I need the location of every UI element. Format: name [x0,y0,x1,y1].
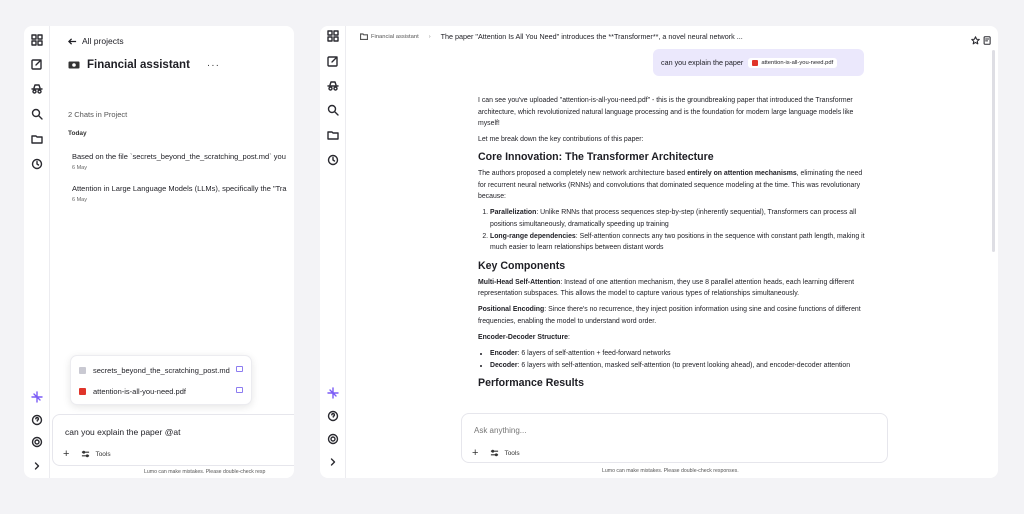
add-icon[interactable]: + [472,447,479,459]
composer-toolbar [472,447,520,459]
search-icon[interactable] [325,102,341,118]
document-settings-icon[interactable] [983,32,992,50]
attach-icon [236,366,243,372]
file-suggestion-item[interactable] [79,382,245,400]
pdf-file-icon [79,388,86,395]
pdf-file-icon [752,60,758,66]
settings-icon[interactable] [325,431,341,447]
search-icon[interactable] [29,106,45,122]
add-icon[interactable]: + [63,448,70,460]
history-icon[interactable] [29,156,45,172]
help-icon[interactable] [325,408,341,424]
list-item: • Encoder: 6 layers of self-attention + feed-forward networks [490,348,866,360]
assistant-message [478,95,866,413]
new-chat-icon[interactable] [325,53,341,69]
markdown-file-icon [79,367,86,374]
settings-icon[interactable] [29,434,45,450]
scrollbar[interactable] [992,50,995,252]
chat-panel [320,26,998,478]
folder-icon[interactable] [29,131,45,147]
answer-paragraph: Multi-Head Self-Attention: Instead of one attention mechanism, they use 8 parallel attention heads, each learning different representation subspaces. This allows the model to capture various types of relationships simultaneously. [478,278,854,297]
expand-chevron-icon[interactable] [29,458,45,474]
answer-paragraph: Encoder-Decoder Structure: [478,333,570,341]
answer-paragraph: Positional Encoding: Since there's no recurrence, they inject position information using sine and cosine functions of different frequencies, enabling the model to understand word order. [478,306,861,325]
tools-button[interactable]: Tools [504,449,520,457]
project-title: Financial assistant [87,59,190,71]
group-label-today: Today [68,130,87,137]
user-message [653,49,864,76]
help-icon[interactable] [29,412,45,428]
answer-heading: Core Innovation: The Transformer Architecture [478,151,714,163]
right-icon-rail [320,26,346,478]
chat-date: 6 May [72,197,87,203]
answer-intro: I can see you've uploaded "attention-is-all-you-need.pdf" - this is the groundbreaking paper that introduced the Transformer architecture, which revolutionized natural language processing and is the foundation for modern large language models like myself! [478,97,854,127]
grid-icon[interactable] [29,32,45,48]
chat-title: Based on the file `secrets_beyond_the_scratching_post.md` you [72,152,286,161]
tools-button[interactable]: Tools [95,450,111,458]
new-chat-icon[interactable] [29,56,45,72]
file-mention-popup [70,355,252,405]
answer-numbered-list [478,207,866,254]
list-item: 1. Parallelization: Unlike RNNs that process sequences step-by-step (inherently sequential), Transformers can process all positions simultaneously, dramatically speeding up training [490,207,866,230]
composer-input[interactable]: can you explain the paper @at [65,427,181,437]
attachment-name: attention-is-all-you-need.pdf [761,59,834,66]
answer-paragraph: The authors proposed a completely new network architecture based entirely on attention mechanisms, eliminating the need for recurrent neural networks (RNNs) and convolutions that dominated sequence modeling at the time. This was revolutionary because: [478,170,863,200]
star-icon[interactable] [971,32,980,50]
ask-input[interactable] [474,426,774,435]
file-suggestion-name: attention-is-all-you-need.pdf [93,386,186,396]
disclaimer: Lumo can make mistakes. Please double-check resp [144,469,266,475]
project-header [68,59,220,71]
grid-icon[interactable] [325,28,341,44]
attachment-chip[interactable] [748,58,837,68]
list-item: • Decoder: 6 layers with self-attention, masked self-attention (to prevent looking ahead), and encoder-decoder attention [490,360,866,372]
project-menu-button[interactable]: ··· [206,59,220,71]
answer-heading: Performance Results [478,377,584,389]
sliders-icon [490,449,499,457]
list-item: 2. Long-range dependencies: Self-attention connects any two positions in the sequence with constant path length, making it much easier to learn relationships between distant words [490,231,866,254]
answer-heading: Key Components [478,259,566,272]
disclaimer: Lumo can make mistakes. Please double-check responses. [602,468,739,474]
file-suggestion-name: secrets_beyond_the_scratching_post.md [93,365,230,375]
back-label: All projects [82,36,124,46]
composer-toolbar [63,448,111,460]
header-actions [971,32,992,50]
chevron-right-icon: › [428,33,431,40]
breadcrumb-project[interactable]: Financial assistant [371,33,419,40]
folder-icon [360,33,368,40]
left-composer[interactable] [52,414,294,466]
chat-date: 6 May [72,165,87,171]
history-icon[interactable] [325,152,341,168]
money-icon [68,60,80,70]
file-suggestion-item[interactable] [79,361,245,379]
answer-bullet-list [478,348,866,372]
chat-list-item[interactable] [72,152,294,171]
sliders-icon [81,450,90,458]
answer-lead: Let me break down the key contributions of this paper: [478,136,644,143]
breadcrumb [360,32,743,41]
attach-icon [236,387,243,393]
incognito-icon[interactable] [29,81,45,97]
arrow-left-icon [68,37,77,46]
user-message-text: can you explain the paper [661,58,744,67]
right-composer[interactable] [461,413,888,463]
expand-chevron-icon[interactable] [325,454,341,470]
incognito-icon[interactable] [325,78,341,94]
chat-count: 2 Chats in Project [68,110,128,119]
left-icon-rail [24,26,50,478]
sparkle-icon[interactable] [325,385,341,401]
project-panel [24,26,294,478]
folder-icon[interactable] [325,127,341,143]
chat-list-item[interactable] [72,184,294,203]
back-to-projects-link[interactable] [68,36,124,46]
conversation-title: The paper "Attention Is All You Need" introduces the **Transformer**, a novel neural network ... [440,32,743,41]
sparkle-icon[interactable] [29,389,45,405]
chat-title: Attention in Large Language Models (LLMs), specifically the "Tra [72,184,287,193]
